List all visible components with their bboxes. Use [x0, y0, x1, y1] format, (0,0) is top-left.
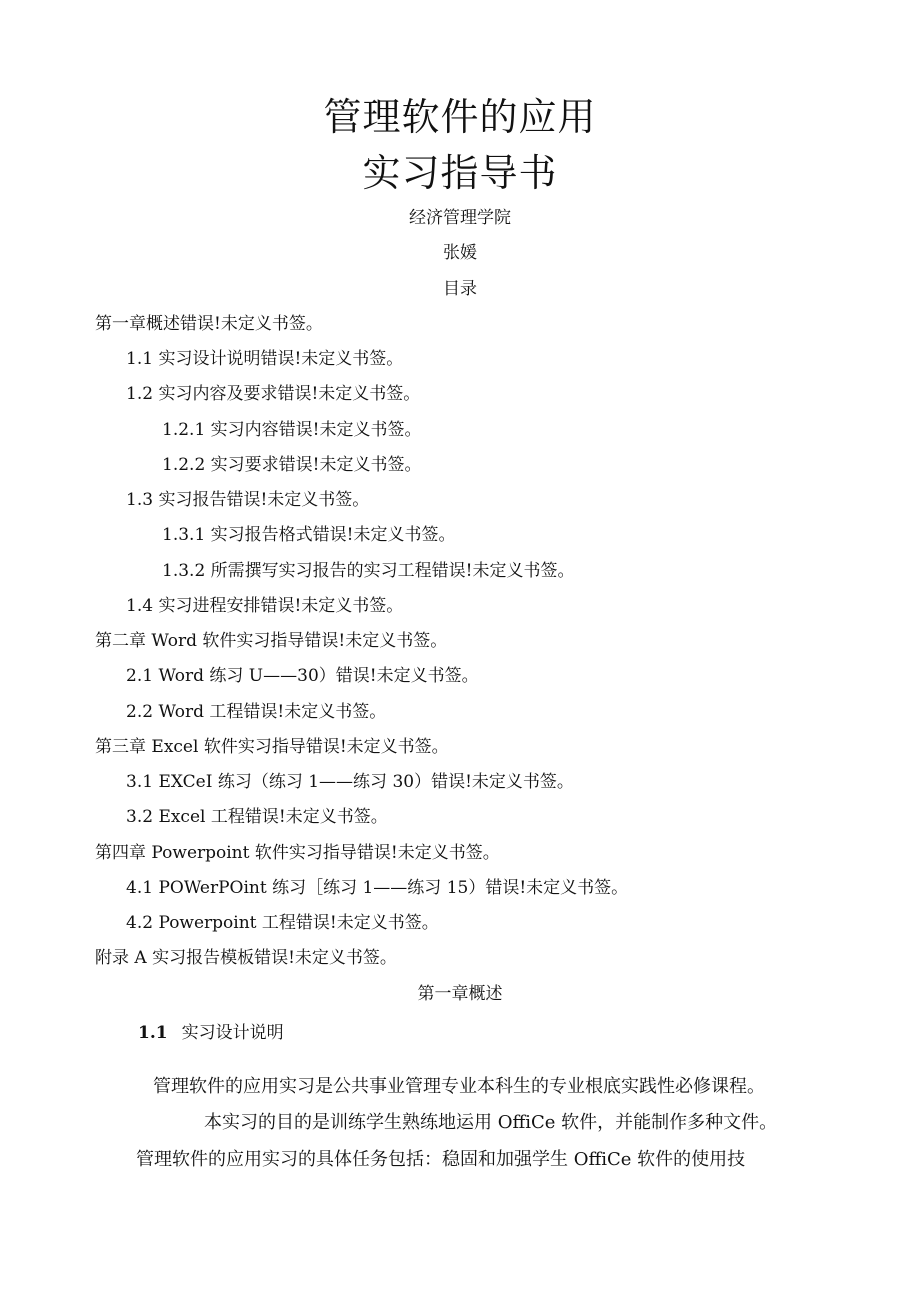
toc-entry[interactable]: 1.2 实习内容及要求错误!未定义书签。 [126, 384, 421, 404]
toc-entry[interactable]: 第一章概述错误!未定义书签。 [95, 314, 323, 334]
author-name: 张媛 [443, 243, 477, 263]
toc-entry[interactable]: 附录 A 实习报告模板错误!未定义书签。 [95, 948, 397, 968]
toc-entry[interactable]: 1.4 实习进程安排错误!未定义书签。 [126, 596, 404, 616]
toc-entry[interactable]: 1.3.1 实习报告格式错误!未定义书签。 [162, 525, 456, 545]
section-heading [138, 1025, 284, 1042]
toc-heading: 目录 [443, 279, 477, 299]
toc-entry[interactable]: 第四章 Powerpoint 软件实习指导错误!未定义书签。 [95, 843, 500, 863]
toc-entry[interactable]: 2.2 Word 工程错误!未定义书签。 [126, 702, 387, 722]
body-paragraph: 管理软件的应用实习的具体任务包括：稳固和加强学生 OffiCe 软件的使用技 [136, 1149, 746, 1170]
toc-entry[interactable]: 1.1 实习设计说明错误!未定义书签。 [126, 349, 404, 369]
toc-entry[interactable]: 4.2 Powerpoint 工程错误!未定义书签。 [126, 913, 439, 933]
chapter-heading: 第一章概述 [417, 984, 503, 1004]
toc-entry[interactable]: 4.1 POWerPOint 练习［练习 1——练习 15）错误!未定义书签。 [126, 878, 629, 898]
toc-entry[interactable]: 1.3 实习报告错误!未定义书签。 [126, 490, 370, 510]
section-number: 1.1 [138, 1023, 168, 1043]
toc-entry[interactable]: 3.2 Excel 工程错误!未定义书签。 [126, 807, 388, 827]
document-title-line2: 实习指导书 [362, 151, 558, 195]
department-name: 经济管理学院 [409, 208, 511, 228]
toc-entry[interactable]: 3.1 EXCeI 练习（练习 1——练习 30）错误!未定义书签。 [126, 772, 574, 792]
toc-entry[interactable]: 1.2.2 实习要求错误!未定义书签。 [162, 455, 422, 475]
toc-entry[interactable]: 第二章 Word 软件实习指导错误!未定义书签。 [95, 631, 448, 651]
document-title-line1: 管理软件的应用 [323, 95, 597, 139]
body-paragraph: 本实习的目的是训练学生熟练地运用 OffiCe 软件，并能制作多种文件。 [204, 1112, 778, 1133]
toc-entry[interactable]: 2.1 Word 练习 U——30）错误!未定义书签。 [126, 666, 479, 686]
toc-entry[interactable]: 1.2.1 实习内容错误!未定义书签。 [162, 420, 422, 440]
toc-entry[interactable]: 第三章 Excel 软件实习指导错误!未定义书签。 [95, 737, 449, 757]
section-title: 实习设计说明 [181, 1023, 284, 1043]
body-paragraph: 管理软件的应用实习是公共事业管理专业本科生的专业根底实践性必修课程。 [153, 1076, 765, 1097]
toc-entry[interactable]: 1.3.2 所需撰写实习报告的实习工程错误!未定义书签。 [162, 561, 575, 581]
